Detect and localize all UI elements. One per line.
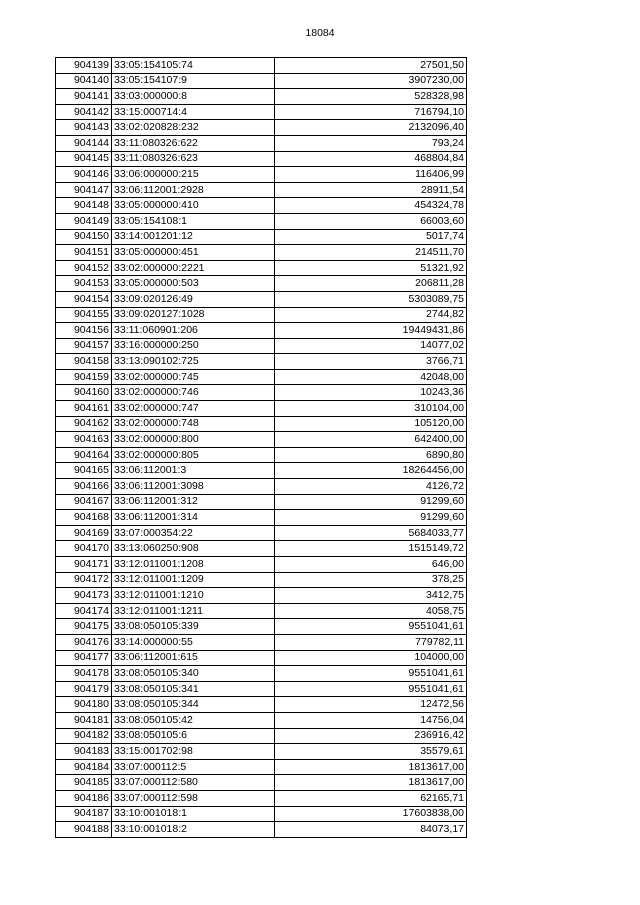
row-number-cell: 904168 — [56, 510, 112, 526]
row-number-cell: 904162 — [56, 416, 112, 432]
row-number-cell: 904174 — [56, 603, 112, 619]
cadastral-number-cell: 33:14:001201:12 — [112, 229, 275, 245]
table-row — [56, 510, 467, 526]
value-cell: 2744,82 — [275, 307, 467, 323]
table-row — [56, 557, 467, 573]
value-cell: 206811,28 — [275, 276, 467, 292]
value-cell: 2132096,40 — [275, 120, 467, 136]
row-number-cell: 904158 — [56, 354, 112, 370]
table-row — [56, 790, 467, 806]
row-number-cell: 904164 — [56, 447, 112, 463]
row-number-cell: 904149 — [56, 213, 112, 229]
table-row — [56, 369, 467, 385]
value-cell: 14756,04 — [275, 712, 467, 728]
row-number-cell: 904185 — [56, 775, 112, 791]
row-number-cell: 904179 — [56, 681, 112, 697]
table-row — [56, 712, 467, 728]
table-row — [56, 432, 467, 448]
table-row — [56, 167, 467, 183]
row-number-cell: 904172 — [56, 572, 112, 588]
table-row — [56, 572, 467, 588]
row-number-cell: 904142 — [56, 104, 112, 120]
table-row — [56, 276, 467, 292]
table-row — [56, 666, 467, 682]
table-row — [56, 354, 467, 370]
row-number-cell: 904167 — [56, 494, 112, 510]
value-cell: 27501,50 — [275, 58, 467, 74]
value-cell: 1515149,72 — [275, 541, 467, 557]
cadastral-number-cell: 33:10:001018:1 — [112, 806, 275, 822]
table-row — [56, 416, 467, 432]
value-cell: 3766,71 — [275, 354, 467, 370]
cadastral-number-cell: 33:13:060250:908 — [112, 541, 275, 557]
value-cell: 91299,60 — [275, 494, 467, 510]
cadastral-number-cell: 33:06:112001:2928 — [112, 182, 275, 198]
value-cell: 9551041,61 — [275, 666, 467, 682]
cadastral-number-cell: 33:02:000000:805 — [112, 447, 275, 463]
value-cell: 4126,72 — [275, 479, 467, 495]
cadastral-number-cell: 33:06:112001:3098 — [112, 479, 275, 495]
value-cell: 9551041,61 — [275, 681, 467, 697]
table-row — [56, 541, 467, 557]
row-number-cell: 904171 — [56, 557, 112, 573]
table-row — [56, 525, 467, 541]
row-number-cell: 904139 — [56, 58, 112, 74]
value-cell: 5303089,75 — [275, 291, 467, 307]
row-number-cell: 904165 — [56, 463, 112, 479]
value-cell: 35579,61 — [275, 744, 467, 760]
table-row — [56, 120, 467, 136]
row-number-cell: 904153 — [56, 276, 112, 292]
cadastral-number-cell: 33:02:000000:747 — [112, 401, 275, 417]
row-number-cell: 904187 — [56, 806, 112, 822]
row-number-cell: 904141 — [56, 89, 112, 105]
cadastral-number-cell: 33:12:011001:1208 — [112, 557, 275, 573]
value-cell: 9551041,61 — [275, 619, 467, 635]
value-cell: 116406,99 — [275, 167, 467, 183]
row-number-cell: 904163 — [56, 432, 112, 448]
value-cell: 18264456,00 — [275, 463, 467, 479]
value-cell: 51321,92 — [275, 260, 467, 276]
value-cell: 5017,74 — [275, 229, 467, 245]
page-number: 18084 — [305, 27, 335, 39]
row-number-cell: 904144 — [56, 135, 112, 151]
table-row — [56, 338, 467, 354]
value-cell: 4058,75 — [275, 603, 467, 619]
table-row — [56, 494, 467, 510]
table-row — [56, 229, 467, 245]
row-number-cell: 904173 — [56, 588, 112, 604]
cadastral-number-cell: 33:08:050105:340 — [112, 666, 275, 682]
cadastral-number-cell: 33:12:011001:1209 — [112, 572, 275, 588]
row-number-cell: 904151 — [56, 245, 112, 261]
value-cell: 779782,11 — [275, 634, 467, 650]
cadastral-number-cell: 33:07:000354:22 — [112, 525, 275, 541]
value-cell: 528328,98 — [275, 89, 467, 105]
table-row — [56, 697, 467, 713]
row-number-cell: 904161 — [56, 401, 112, 417]
value-cell: 62165,71 — [275, 790, 467, 806]
value-cell: 642400,00 — [275, 432, 467, 448]
row-number-cell: 904177 — [56, 650, 112, 666]
row-number-cell: 904160 — [56, 385, 112, 401]
cadastral-number-cell: 33:11:080326:623 — [112, 151, 275, 167]
cadastral-number-cell: 33:15:001702:98 — [112, 744, 275, 760]
table-row — [56, 806, 467, 822]
row-number-cell: 904154 — [56, 291, 112, 307]
cadastral-number-cell: 33:02:020828:232 — [112, 120, 275, 136]
cadastral-number-cell: 33:06:112001:312 — [112, 494, 275, 510]
table-row — [56, 447, 467, 463]
table-row — [56, 588, 467, 604]
table-row — [56, 634, 467, 650]
row-number-cell: 904186 — [56, 790, 112, 806]
cadastral-number-cell: 33:11:060901:206 — [112, 323, 275, 339]
cadastral-number-cell: 33:12:011001:1211 — [112, 603, 275, 619]
value-cell: 6890,80 — [275, 447, 467, 463]
row-number-cell: 904145 — [56, 151, 112, 167]
value-cell: 793,24 — [275, 135, 467, 151]
table-row — [56, 104, 467, 120]
row-number-cell: 904180 — [56, 697, 112, 713]
cadastral-number-cell: 33:05:000000:410 — [112, 198, 275, 214]
row-number-cell: 904184 — [56, 759, 112, 775]
cadastral-number-cell: 33:05:000000:451 — [112, 245, 275, 261]
table-row — [56, 323, 467, 339]
value-cell: 454324,78 — [275, 198, 467, 214]
table-row — [56, 775, 467, 791]
value-cell: 310104,00 — [275, 401, 467, 417]
cadastral-number-cell: 33:05:154107:9 — [112, 73, 275, 89]
table-row — [56, 135, 467, 151]
cadastral-number-cell: 33:10:001018:2 — [112, 822, 275, 838]
value-cell: 10243,36 — [275, 385, 467, 401]
value-cell: 12472,56 — [275, 697, 467, 713]
row-number-cell: 904152 — [56, 260, 112, 276]
cadastral-number-cell: 33:14:000000:55 — [112, 634, 275, 650]
cadastral-number-cell: 33:06:112001:615 — [112, 650, 275, 666]
table-row — [56, 291, 467, 307]
row-number-cell: 904157 — [56, 338, 112, 354]
row-number-cell: 904170 — [56, 541, 112, 557]
table-row — [56, 603, 467, 619]
cadastral-number-cell: 33:08:050105:341 — [112, 681, 275, 697]
cadastral-number-cell: 33:05:154105:74 — [112, 58, 275, 74]
row-number-cell: 904143 — [56, 120, 112, 136]
value-cell: 378,25 — [275, 572, 467, 588]
cadastral-number-cell: 33:09:020127:1028 — [112, 307, 275, 323]
cadastral-number-cell: 33:16:000000:250 — [112, 338, 275, 354]
table-row — [56, 182, 467, 198]
table-row — [56, 260, 467, 276]
cadastral-number-cell: 33:06:112001:3 — [112, 463, 275, 479]
value-cell: 104000,00 — [275, 650, 467, 666]
table-row — [56, 759, 467, 775]
cadastral-number-cell: 33:02:000000:746 — [112, 385, 275, 401]
row-number-cell: 904146 — [56, 167, 112, 183]
cadastral-number-cell: 33:12:011001:1210 — [112, 588, 275, 604]
cadastral-number-cell: 33:07:000112:598 — [112, 790, 275, 806]
row-number-cell: 904169 — [56, 525, 112, 541]
data-table — [55, 57, 467, 838]
row-number-cell: 904148 — [56, 198, 112, 214]
cadastral-number-cell: 33:08:050105:6 — [112, 728, 275, 744]
value-cell: 66003,60 — [275, 213, 467, 229]
row-number-cell: 904181 — [56, 712, 112, 728]
cadastral-number-cell: 33:07:000112:580 — [112, 775, 275, 791]
value-cell: 236916,42 — [275, 728, 467, 744]
row-number-cell: 904182 — [56, 728, 112, 744]
table-row — [56, 73, 467, 89]
row-number-cell: 904176 — [56, 634, 112, 650]
row-number-cell: 904188 — [56, 822, 112, 838]
row-number-cell: 904156 — [56, 323, 112, 339]
table-row — [56, 213, 467, 229]
value-cell: 3412,75 — [275, 588, 467, 604]
row-number-cell: 904147 — [56, 182, 112, 198]
table-body — [56, 58, 467, 838]
cadastral-number-cell: 33:02:000000:748 — [112, 416, 275, 432]
value-cell: 1813617,00 — [275, 759, 467, 775]
table-row — [56, 307, 467, 323]
cadastral-number-cell: 33:09:020126:49 — [112, 291, 275, 307]
row-number-cell: 904140 — [56, 73, 112, 89]
row-number-cell: 904183 — [56, 744, 112, 760]
value-cell: 1813617,00 — [275, 775, 467, 791]
cadastral-number-cell: 33:08:050105:344 — [112, 697, 275, 713]
row-number-cell: 904150 — [56, 229, 112, 245]
value-cell: 468804,84 — [275, 151, 467, 167]
value-cell: 214511,70 — [275, 245, 467, 261]
value-cell: 28911,54 — [275, 182, 467, 198]
table-row — [56, 822, 467, 838]
table-row — [56, 650, 467, 666]
cadastral-number-cell: 33:13:090102:725 — [112, 354, 275, 370]
table-row — [56, 385, 467, 401]
cadastral-number-cell: 33:02:000000:800 — [112, 432, 275, 448]
cadastral-number-cell: 33:08:050105:339 — [112, 619, 275, 635]
value-cell: 42048,00 — [275, 369, 467, 385]
row-number-cell: 904166 — [56, 479, 112, 495]
cadastral-number-cell: 33:05:000000:503 — [112, 276, 275, 292]
row-number-cell: 904175 — [56, 619, 112, 635]
table-row — [56, 681, 467, 697]
table-row — [56, 89, 467, 105]
table-row — [56, 245, 467, 261]
table-row — [56, 479, 467, 495]
value-cell: 84073,17 — [275, 822, 467, 838]
cadastral-number-cell: 33:06:112001:314 — [112, 510, 275, 526]
cadastral-number-cell: 33:11:080326:622 — [112, 135, 275, 151]
value-cell: 19449431,86 — [275, 323, 467, 339]
table-row — [56, 728, 467, 744]
value-cell: 716794,10 — [275, 104, 467, 120]
value-cell: 17603838,00 — [275, 806, 467, 822]
value-cell: 14077,02 — [275, 338, 467, 354]
table-row — [56, 198, 467, 214]
row-number-cell: 904159 — [56, 369, 112, 385]
table-row — [56, 58, 467, 74]
value-cell: 3907230,00 — [275, 73, 467, 89]
table-row — [56, 463, 467, 479]
table-row — [56, 619, 467, 635]
value-cell: 646,00 — [275, 557, 467, 573]
value-cell: 91299,60 — [275, 510, 467, 526]
table-row — [56, 151, 467, 167]
cadastral-number-cell: 33:03:000000:8 — [112, 89, 275, 105]
cadastral-number-cell: 33:05:154108:1 — [112, 213, 275, 229]
row-number-cell: 904155 — [56, 307, 112, 323]
cadastral-number-cell: 33:07:000112:5 — [112, 759, 275, 775]
cadastral-number-cell: 33:08:050105:42 — [112, 712, 275, 728]
cadastral-number-cell: 33:15:000714:4 — [112, 104, 275, 120]
cadastral-number-cell: 33:02:000000:2221 — [112, 260, 275, 276]
cadastral-number-cell: 33:06:000000:215 — [112, 167, 275, 183]
value-cell: 105120,00 — [275, 416, 467, 432]
value-cell: 5684033,77 — [275, 525, 467, 541]
row-number-cell: 904178 — [56, 666, 112, 682]
cadastral-number-cell: 33:02:000000:745 — [112, 369, 275, 385]
table-row — [56, 744, 467, 760]
table-row — [56, 401, 467, 417]
